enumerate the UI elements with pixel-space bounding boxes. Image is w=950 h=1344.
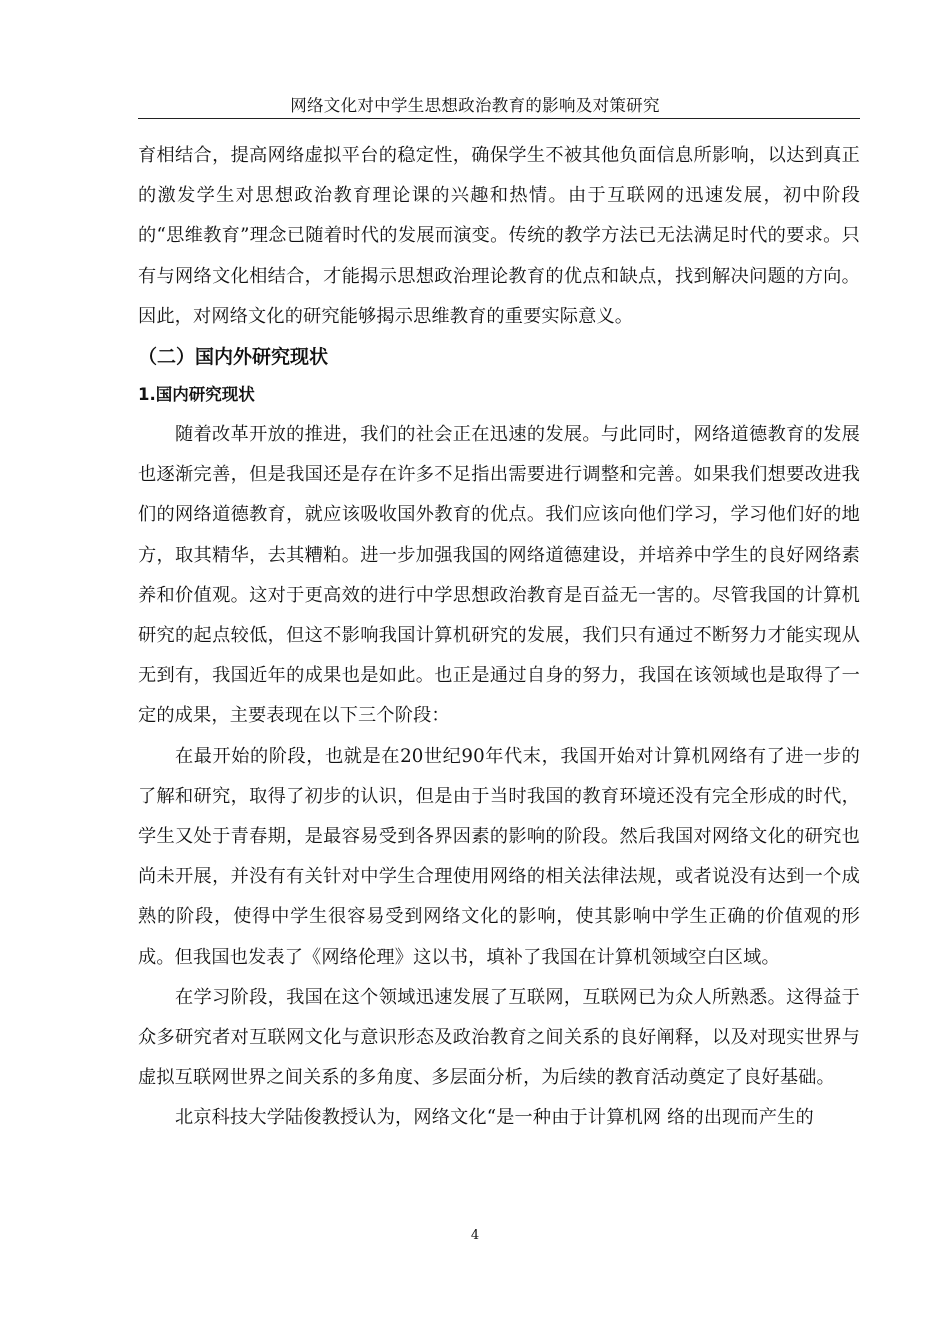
paragraph-continued: 育相结合，提高网络虚拟平台的稳定性，确保学生不被其他负面信息所影响，以达到真正的激发学生对思想政治教育理论课的兴趣和热情。由于互联网的迅速发展，初中阶段的“思维教育”理念已随着时代的发展而演变。传统的教学方法已无法满足时代的要求。只有与网络文化相结合，才能揭示思想政治理论教育的优点和缺点，找到解决问题的方向。因此，对网络文化的研究能够揭示思维教育的重要实际意义。	[138, 145, 860, 327]
page-number: 4	[470, 1228, 480, 1243]
paragraph-3: 在学习阶段，我国在这个领域迅速发展了互联网，互联网已为众人所熟悉。这得益于众多研究者对互联网文化与意识形态及政治教育之间关系的良好阐释，以及对现实世界与虚拟互联网世界之间关系的多角度、多层面分析，为后续的教育活动奠定了良好基础。	[138, 986, 860, 1089]
paragraph-4: 北京科技大学陆俊教授认为，网络文化“是一种由于计算机网 络的出现而产生的	[175, 1107, 814, 1129]
paragraph-2: 在最开始的阶段，也就是在20世纪90年代末，我国开始对计算机网络有了进一步的了解和研究，取得了初步的认识，但是由于当时我国的教育环境还没有完全形成的时代，学生又处于青春期，是最容易受到各界因素的影响的阶段。然后我国对网络文化的研究也尚未开展，并没有有关针对中学生合理使用网络的相关法律法规，或者说没有达到一个成熟的阶段，使得中学生很容易受到网络文化的影响，使其影响中学生正确的价值观的形成。但我国也发表了《网络伦理》这以书，填补了我国在计算机领域空白区域。	[138, 745, 860, 968]
header-divider	[138, 118, 860, 119]
running-header-title: 网络文化对中学生思想政治教育的影响及对策研究	[290, 96, 660, 115]
paragraph-1: 随着改革开放的推进，我们的社会正在迅速的发展。与此同时，网络道德教育的发展也逐渐完善，但是我国还是存在许多不足指出需要进行调整和完善。如果我们想要改进我们的网络道德教育，就应该吸收国外教育的优点。我们应该向他们学习，学习他们好的地方，取其精华，去其糟粕。进一步加强我国的网络道德建设，并培养中学生的良好网络素养和价值观。这对于更高效的进行中学思想政治教育是百益无一害的。尽管我国的计算机研究的起点较低，但这不影响我国计算机研究的发展，我们只有通过不断努力才能实现从无到有，我国近年的成果也是如此。也正是通过自身的努力，我国在该领域也是取得了一定的成果，主要表现在以下三个阶段：	[138, 424, 860, 727]
subsection-heading: 1.国内研究现状	[138, 385, 255, 405]
section-heading: （二）国内外研究现状	[138, 346, 329, 369]
page-content	[138, 136, 860, 1139]
